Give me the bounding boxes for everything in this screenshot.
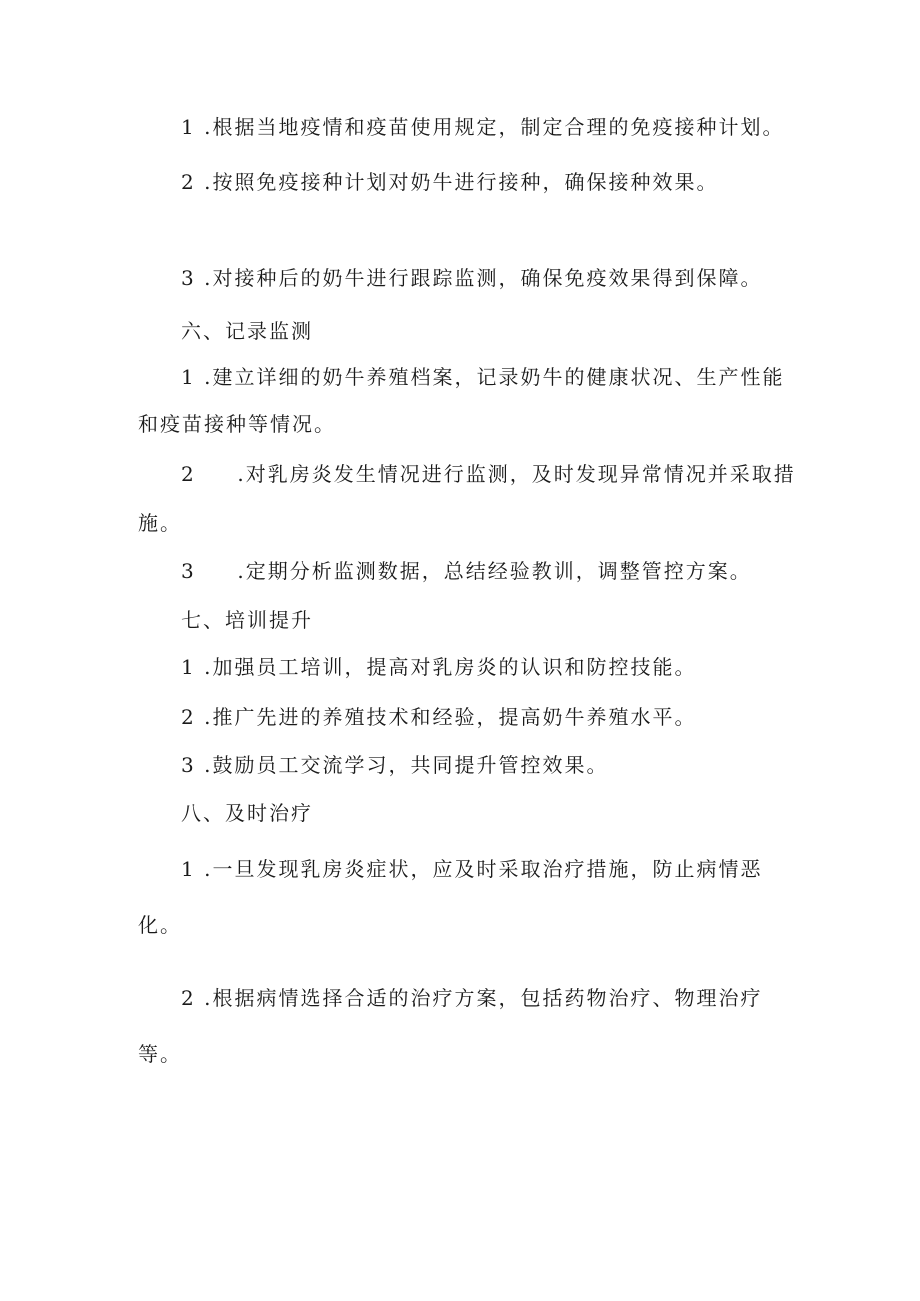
item-number: 2 xyxy=(181,705,196,729)
item-text: .根据病情选择合适的治疗方案，包括药物治疗、物理治疗 xyxy=(204,986,763,1010)
training-item-3 xyxy=(181,752,608,778)
item-number: 2 xyxy=(181,462,196,486)
item-text: .按照免疫接种计划对奶牛进行接种，确保接种效果。 xyxy=(204,170,719,194)
treatment-item-2-line-1 xyxy=(181,985,762,1011)
training-item-2 xyxy=(181,704,696,730)
item-number: 3 xyxy=(181,266,196,290)
item-text: .鼓励员工交流学习，共同提升管控效果。 xyxy=(204,753,609,777)
item-text: .对接种后的奶牛进行跟踪监测，确保免疫效果得到保障。 xyxy=(204,266,763,290)
section-heading-training: 七、培训提升 xyxy=(181,608,313,632)
record-item-3 xyxy=(181,558,752,584)
item-text: .一旦发现乳房炎症状，应及时采取治疗措施，防止病情恶 xyxy=(204,857,763,881)
item-text: .建立详细的奶牛养殖档案，记录奶牛的健康状况、生产性能 xyxy=(204,365,785,389)
item-number: 3 xyxy=(181,559,196,583)
record-item-2-line-2: 施。 xyxy=(138,511,182,535)
treatment-item-2-line-2: 等。 xyxy=(138,1042,182,1066)
item-text: .推广先进的养殖技术和经验，提高奶牛养殖水平。 xyxy=(204,705,697,729)
treatment-item-1-line-1 xyxy=(181,856,762,882)
record-item-1-line-2: 和疫苗接种等情况。 xyxy=(138,412,336,436)
section-heading-record-monitoring: 六、记录监测 xyxy=(181,319,313,343)
item-number: 1 xyxy=(181,365,196,389)
training-item-1 xyxy=(181,654,696,680)
item-text: .定期分析监测数据，总结经验教训，调整管控方案。 xyxy=(237,559,752,583)
immunization-item-3 xyxy=(181,265,762,291)
item-number: 2 xyxy=(181,986,196,1010)
record-item-1-line-1 xyxy=(181,364,784,390)
item-text: .根据当地疫情和疫苗使用规定，制定合理的免疫接种计划。 xyxy=(204,115,785,139)
item-text: .加强员工培训，提高对乳房炎的认识和防控技能。 xyxy=(204,655,697,679)
item-number: 1 xyxy=(181,655,196,679)
item-number: 2 xyxy=(181,170,196,194)
treatment-item-1-line-2: 化。 xyxy=(138,913,182,937)
immunization-item-2 xyxy=(181,169,718,195)
record-item-2-line-1 xyxy=(181,461,796,487)
section-heading-treatment: 八、及时治疗 xyxy=(181,801,313,825)
immunization-item-1 xyxy=(181,114,784,140)
item-number: 1 xyxy=(181,115,196,139)
item-number: 3 xyxy=(181,753,196,777)
item-number: 1 xyxy=(181,857,196,881)
item-text: .对乳房炎发生情况进行监测，及时发现异常情况并采取措 xyxy=(237,462,796,486)
